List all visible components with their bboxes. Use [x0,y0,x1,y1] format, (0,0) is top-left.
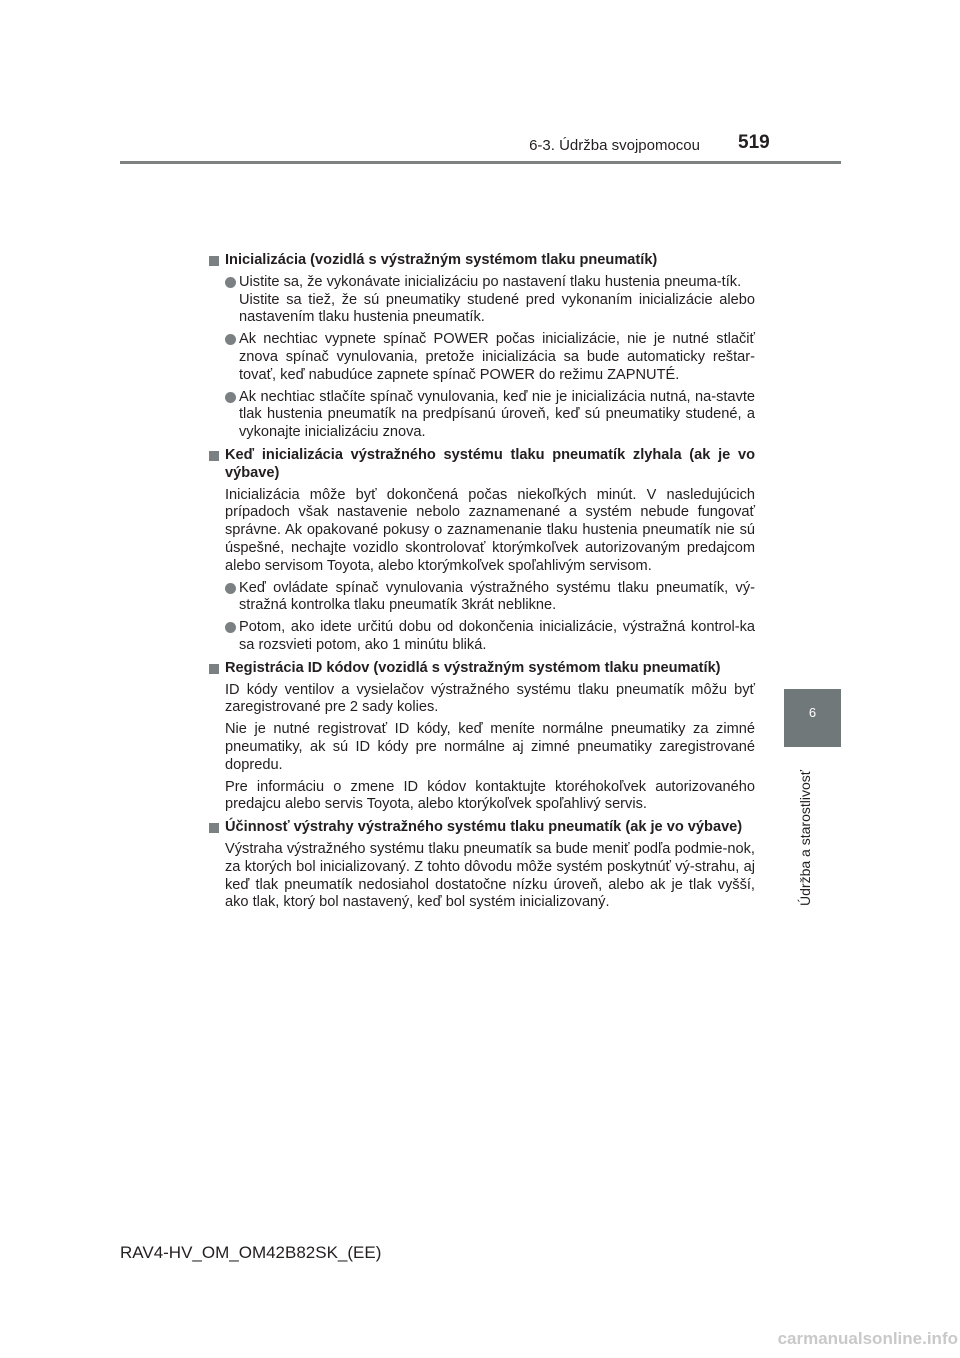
bullet-item [225,619,755,655]
round-bullet-icon [225,277,236,288]
section [207,660,755,814]
section-title [207,819,755,837]
footer-document-code: RAV4-HV_OM_OM42B82SK_(EE) [120,1243,382,1262]
paragraph: Nie je nutné registrovať ID kódy, keď meníte normálne pneumatiky za zimné pneumatiky, ak sú ID kódy pre normálne aj zimné pneumatiky zaregistrované dopredu. [225,721,755,773]
chapter-side-label-text: Údržba a starostlivosť [797,770,813,906]
bullet-item [225,389,755,442]
watermark: carmanualsonline.info [777,1329,958,1348]
round-bullet-icon [225,583,236,594]
bullet-item [225,274,755,327]
section-title-text: Inicializácia (vozidlá s výstražným systémom tlaku pneumatík) [225,252,658,268]
round-bullet-icon [225,622,236,633]
section [207,819,755,912]
bullet-text: Uistite sa tiež, že sú pneumatiky studené pred vykonaním inicializácie alebo nastavením tlaku hustenia pneumatík. [239,291,755,326]
section-title [207,447,755,483]
section-title-text: Registrácia ID kódov (vozidlá s výstražným systémom tlaku pneumatík) [225,659,721,676]
section-title-text: Keď inicializácia výstražného systému tlaku pneumatík zlyhala (ak je vo výbave) [225,446,755,481]
paragraph: ID kódy ventilov a vysielačov výstražného systému tlaku pneumatík môžu byť zaregistrované pre 2 sady kolies. [225,681,755,716]
page-content [207,252,755,917]
bullet-text: Ak nechtiac stlačíte spínač vynulovania, keď nie je inicializácia nutná, na-stavte tlak hustenia pneumatík na predpísanú úroveň, keď sú pneumatiky studené, a vykonajte inicializáciu znova. [239,388,755,441]
section-title [207,660,755,678]
square-bullet-icon [209,823,219,833]
chapter-side-label [797,770,827,930]
paragraph: Inicializácia môže byť dokončená počas niekoľkých minút. V nasledujúcich prípadoch však nastavenie nebolo zaznamenané a systém nebude fungovať správne. Ak opakované pokusy o zaznamenanie tlaku hustenia pneumatík nie sú úspešné, nechajte vozidlo skontrolovať ktorýmkoľvek autorizovaným predajcom alebo servisom Toyota, alebo ktorýmkoľvek spoľahlivým servisom. [225,486,755,574]
header-section-title: 6-3. Údržba svojpomocou [529,137,700,154]
bullet-text: Potom, ako idete určitú dobu od dokončenia inicializácie, výstražná kontrol-ka sa rozsvieti potom, ako 1 minútu bliká. [239,619,755,653]
page-number: 519 [738,132,770,153]
section-title-text: Účinnosť výstrahy výstražného systému tlaku pneumatík (ak je vo výbave) [225,819,743,836]
paragraph: Pre informáciu o zmene ID kódov kontaktujte ktoréhokoľvek autorizovaného predajcu alebo servis Toyota, alebo ktorýkoľvek spoľahlivý servis. [225,778,755,813]
round-bullet-icon [225,334,236,345]
section [207,447,755,655]
bullet-text: Keď ovládate spínač vynulovania výstražného systému tlaku pneumatík, vý-stražná kontrolka tlaku pneumatík 3krát neblikne. [239,579,755,614]
bullet-text: Uistite sa, že vykonávate inicializáciu po nastavení tlaku hustenia pneuma-tík. [239,273,742,290]
square-bullet-icon [209,256,219,266]
header-rule [120,161,841,164]
square-bullet-icon [209,451,219,461]
bullet-item [225,580,755,616]
square-bullet-icon [209,664,219,674]
section [207,252,755,442]
round-bullet-icon [225,392,236,403]
paragraph: Výstraha výstražného systému tlaku pneumatík sa bude meniť podľa podmie-nok, za ktorých bol inicializovaný. Z tohto dôvodu môže systém poskytnúť vý-strahu, aj keď tlak pneumatík nedosiahol dostatočne nízku úroveň, alebo ak je tlak vyšší, ako tlak, ktorý bol nastavený, keď bol systém inicializovaný. [225,840,755,911]
bullet-text: Ak nechtiac vypnete spínač POWER počas inicializácie, nie je nutné stlačiť znova spínač vynulovania, pretože inicializácia sa bude automaticky reštar-tovať, keď nabudúce zapnete spínač POWER do režimu ZAPNUTÉ. [239,331,755,383]
bullet-item [225,331,755,384]
section-title [207,252,755,270]
chapter-tab-number: 6 [808,705,817,720]
chapter-tab[interactable] [784,689,841,747]
